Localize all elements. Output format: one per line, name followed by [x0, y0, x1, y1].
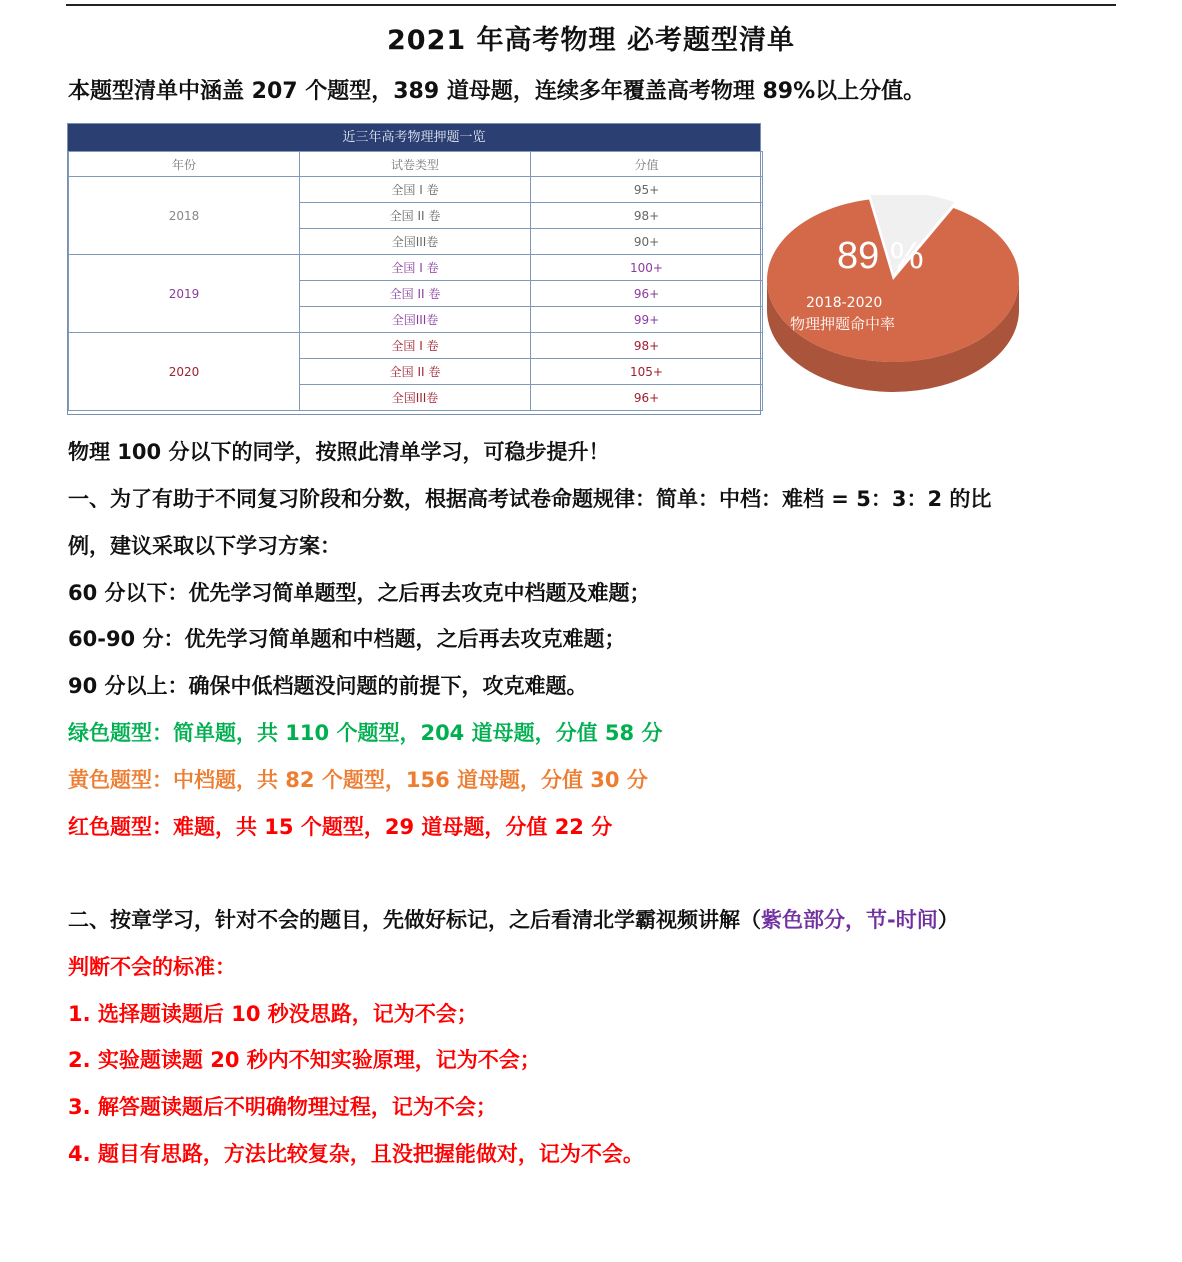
paper-cell: 全国 II 卷 — [300, 359, 531, 385]
paper-cell: 全国III卷 — [300, 229, 531, 255]
score-cell: 90+ — [531, 229, 763, 255]
pie-percent-label: 89 % — [837, 235, 924, 277]
section-two-close: ） — [937, 908, 959, 932]
hit-rate-pie-chart — [765, 195, 1025, 405]
criteria-item-4: 4. 题目有思路，方法比较复杂，且没把握能做对，记为不会。 — [68, 1142, 644, 1166]
red-type-line: 红色题型：难题，共 15 个题型，29 道母题，分值 22 分 — [68, 815, 613, 839]
year-cell: 2019 — [69, 255, 300, 333]
prediction-table — [67, 123, 761, 415]
table-row — [69, 333, 763, 359]
paper-cell: 全国III卷 — [300, 307, 531, 333]
top-rule — [66, 4, 1116, 6]
plan-60-90: 60-90 分：优先学习简单题和中档题，之后再去攻克难题； — [68, 627, 626, 651]
paper-cell: 全国 II 卷 — [300, 281, 531, 307]
score-cell: 98+ — [531, 203, 763, 229]
body-line-1: 物理 100 分以下的同学，按照此清单学习，可稳步提升！ — [68, 440, 610, 464]
paper-cell: 全国 I 卷 — [300, 333, 531, 359]
score-cell: 95+ — [531, 177, 763, 203]
score-cell: 99+ — [531, 307, 763, 333]
table-row — [69, 255, 763, 281]
paper-cell: 全国 I 卷 — [300, 177, 531, 203]
green-type-line: 绿色题型：简单题，共 110 个题型，204 道母题，分值 58 分 — [68, 721, 663, 745]
col-header-score: 分值 — [531, 152, 763, 177]
score-cell: 100+ — [531, 255, 763, 281]
pie-caption-line1: 2018-2020 — [806, 295, 883, 311]
year-cell: 2018 — [69, 177, 300, 255]
body-line-2: 一、为了有助于不同复习阶段和分数，根据高考试卷命题规律：简单：中档：难档 = 5：3：2 的比 — [68, 487, 992, 511]
plan-above-90: 90 分以上：确保中低档题没问题的前提下，攻克难题。 — [68, 674, 588, 698]
paper-cell: 全国 I 卷 — [300, 255, 531, 281]
table-caption: 近三年高考物理押题一览 — [68, 124, 760, 151]
table-row — [69, 177, 763, 203]
table-grid — [68, 151, 763, 411]
criteria-item-2: 2. 实验题读题 20 秒内不知实验原理，记为不会； — [68, 1048, 541, 1072]
year-cell: 2020 — [69, 333, 300, 411]
intro-text: 本题型清单中涵盖 207 个题型，389 道母题，连续多年覆盖高考物理 89%以上分值。 — [68, 79, 926, 104]
plan-below-60: 60 分以下：优先学习简单题型，之后再去攻克中档题及难题； — [68, 581, 651, 605]
pie-caption-line2: 物理押题命中率 — [790, 315, 896, 333]
section-two-text: 二、按章学习，针对不会的题目，先做好标记，之后看清北学霸视频讲解（ — [68, 908, 761, 932]
paper-cell: 全国III卷 — [300, 385, 531, 411]
body-line-3: 例，建议采取以下学习方案： — [68, 534, 341, 558]
col-header-paper: 试卷类型 — [300, 152, 531, 177]
table-header-row — [69, 152, 763, 177]
criteria-item-1: 1. 选择题读题后 10 秒没思路，记为不会； — [68, 1002, 478, 1026]
criteria-item-3: 3. 解答题读题后不明确物理过程，记为不会； — [68, 1095, 497, 1119]
score-cell: 96+ — [531, 385, 763, 411]
section-two-purple-note: 紫色部分，节-时间 — [761, 908, 938, 932]
section-two-line — [68, 904, 959, 934]
score-cell: 98+ — [531, 333, 763, 359]
score-cell: 96+ — [531, 281, 763, 307]
page-title: 2021 年高考物理 必考题型清单 — [387, 25, 795, 56]
criteria-heading: 判断不会的标准： — [68, 955, 236, 979]
yellow-type-line: 黄色题型：中档题，共 82 个题型，156 道母题，分值 30 分 — [68, 768, 648, 792]
col-header-year: 年份 — [69, 152, 300, 177]
paper-cell: 全国 II 卷 — [300, 203, 531, 229]
score-cell: 105+ — [531, 359, 763, 385]
